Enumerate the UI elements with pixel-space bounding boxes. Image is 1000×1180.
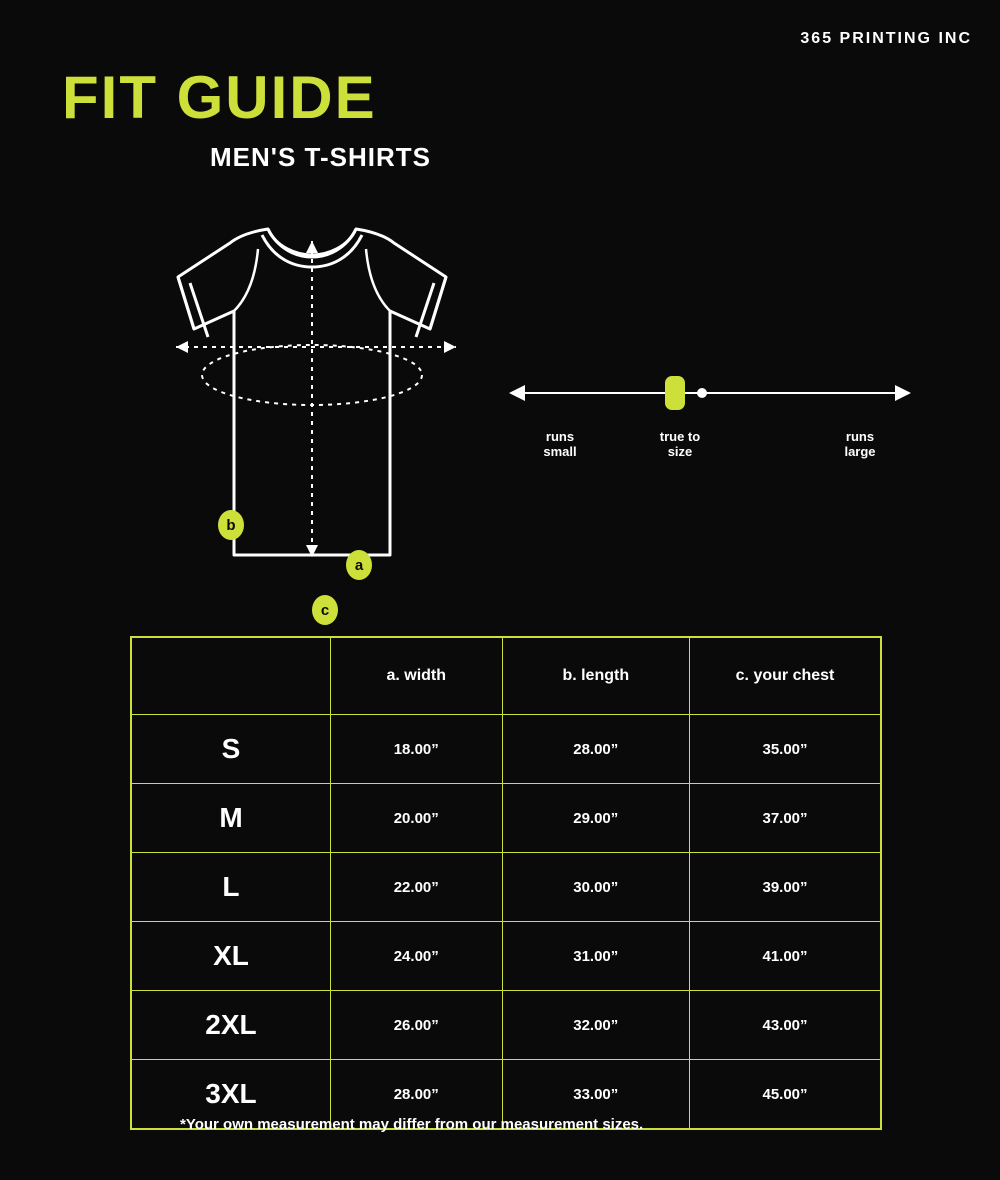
cell-chest: 37.00” xyxy=(690,784,881,853)
scale-label-runs-large xyxy=(805,430,915,460)
cell-size: S xyxy=(131,715,330,784)
table-header-size xyxy=(131,637,330,715)
cell-width: 20.00” xyxy=(330,784,502,853)
cell-width: 26.00” xyxy=(330,991,502,1060)
brand-name: 365 PRINTING INC xyxy=(800,30,972,47)
scale-label-runs-large-line2: large xyxy=(844,443,876,459)
cell-chest: 35.00” xyxy=(690,715,881,784)
page-subtitle: MEN'S T-SHIRTS xyxy=(210,142,431,172)
scale-label-runs-small xyxy=(505,430,615,460)
tshirt-icon xyxy=(90,225,490,585)
table-header-width: a. width xyxy=(330,637,502,715)
cell-size: M xyxy=(131,784,330,853)
cell-length: 29.00” xyxy=(502,784,690,853)
cell-size: 3XL xyxy=(131,1060,330,1130)
cell-width: 18.00” xyxy=(330,715,502,784)
measure-badge-c: c xyxy=(312,595,338,625)
size-table-body xyxy=(131,715,881,1130)
scale-label-true-to-size-line2: size xyxy=(667,443,693,459)
table-row xyxy=(131,715,881,784)
table-row xyxy=(131,853,881,922)
fit-marker xyxy=(665,376,685,410)
cell-length: 30.00” xyxy=(502,853,690,922)
cell-chest: 45.00” xyxy=(690,1060,881,1130)
table-header-length: b. length xyxy=(502,637,690,715)
cell-width: 28.00” xyxy=(330,1060,502,1130)
footnote: *Your own measurement may differ from our measurement sizes. xyxy=(180,1116,644,1133)
cell-length: 33.00” xyxy=(502,1060,690,1130)
cell-length: 32.00” xyxy=(502,991,690,1060)
cell-chest: 39.00” xyxy=(690,853,881,922)
scale-label-runs-small-line1: runs xyxy=(545,429,575,444)
table-header-row xyxy=(131,637,881,715)
cell-size: 2XL xyxy=(131,991,330,1060)
scale-label-runs-small-line2: small xyxy=(543,443,577,459)
measure-badge-b: b xyxy=(218,510,244,540)
table-row xyxy=(131,784,881,853)
measure-badge-a: a xyxy=(346,550,372,580)
tshirt-diagram xyxy=(90,225,490,619)
table-row xyxy=(131,922,881,991)
size-table-head xyxy=(131,637,881,715)
page-title: FIT GUIDE xyxy=(62,64,377,131)
cell-width: 22.00” xyxy=(330,853,502,922)
cell-width: 24.00” xyxy=(330,922,502,991)
scale-label-runs-large-line1: runs xyxy=(845,429,875,444)
cell-length: 31.00” xyxy=(502,922,690,991)
table-row xyxy=(131,991,881,1060)
arrow-left-icon xyxy=(509,385,525,401)
arrow-right-icon xyxy=(895,385,911,401)
fit-scale xyxy=(505,370,915,480)
cell-size: XL xyxy=(131,922,330,991)
cell-chest: 41.00” xyxy=(690,922,881,991)
table-header-chest: c. your chest xyxy=(690,637,881,715)
cell-chest: 43.00” xyxy=(690,991,881,1060)
scale-axis xyxy=(525,392,895,394)
scale-label-true-to-size-line1: true to xyxy=(659,429,701,444)
fit-marker-dot xyxy=(697,388,707,398)
cell-size: L xyxy=(131,853,330,922)
cell-length: 28.00” xyxy=(502,715,690,784)
scale-label-true-to-size xyxy=(625,430,735,460)
size-table xyxy=(130,636,882,1130)
